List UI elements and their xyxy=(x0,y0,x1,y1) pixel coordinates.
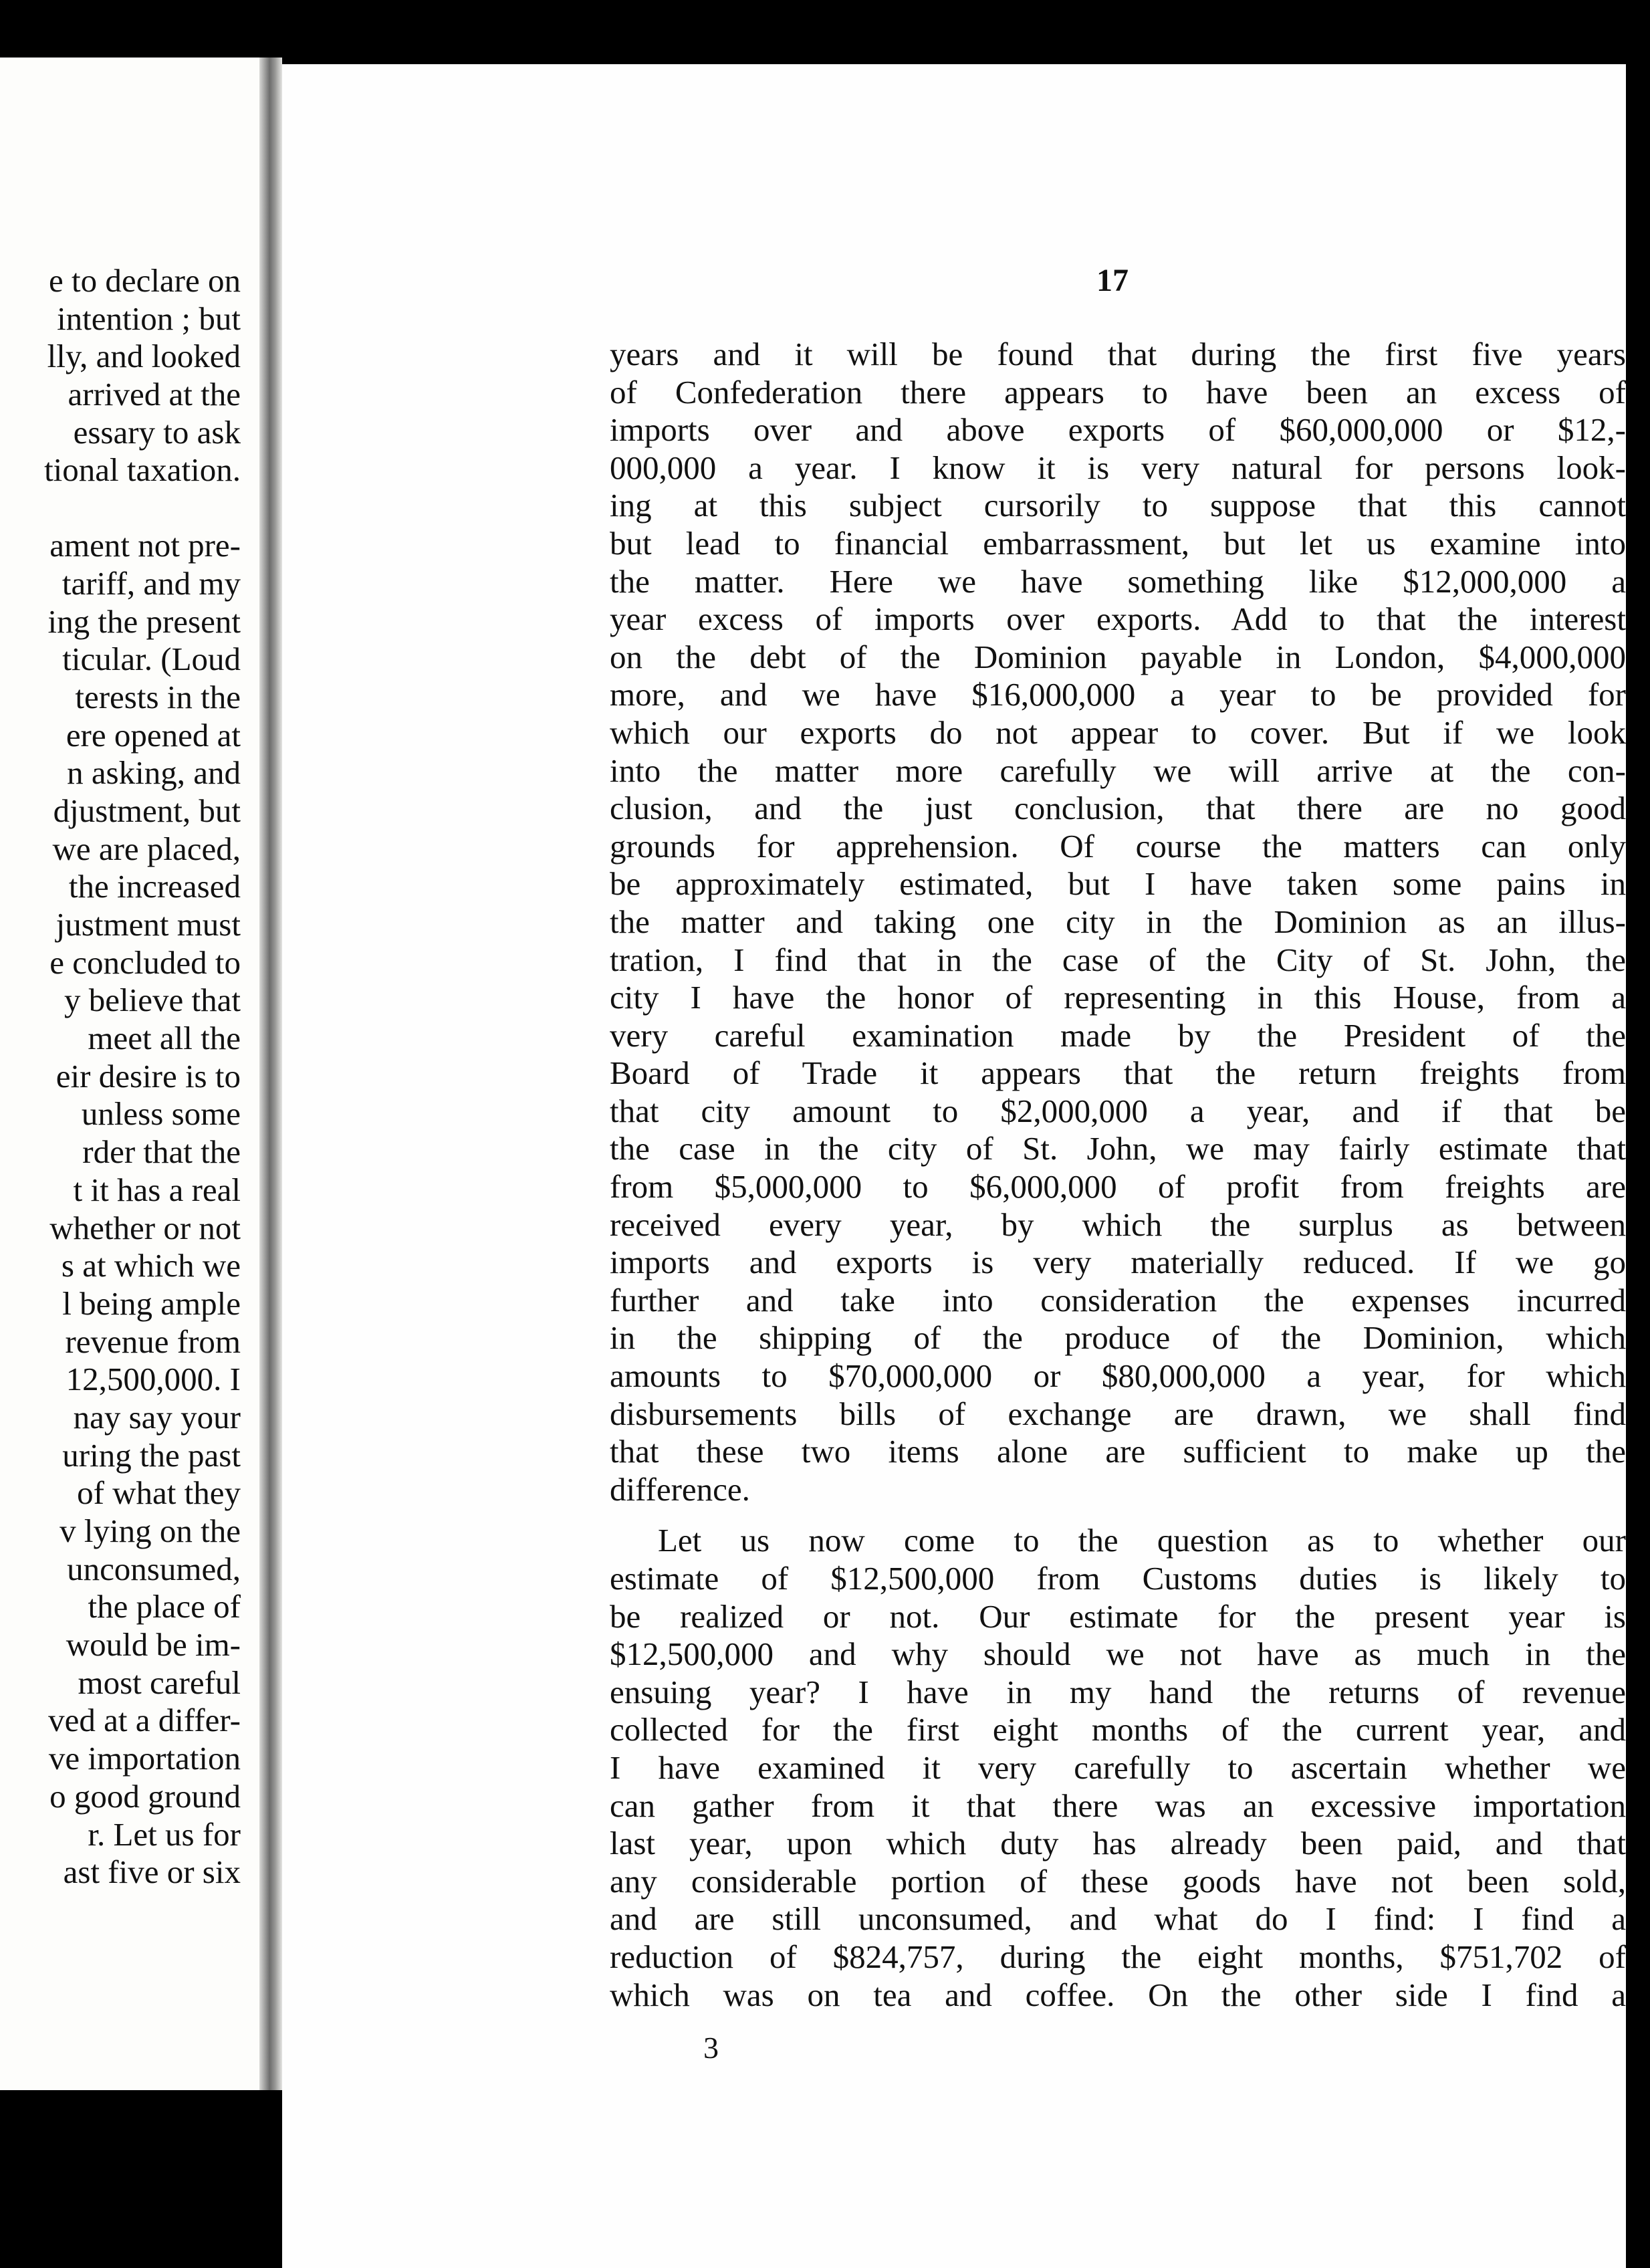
text-line: $12,500,000 and why should we not have as much in the xyxy=(610,1635,1626,1673)
text-line: city I have the honor of representing in this House, from a xyxy=(610,979,1626,1016)
text-line: years and it will be found that during the first five years xyxy=(610,336,1626,372)
text-line: the place of xyxy=(88,1588,241,1625)
text-line: further and take into consideration the expenses incurred xyxy=(610,1281,1626,1319)
signature-mark: 3 xyxy=(703,2031,719,2065)
text-line: s at which we xyxy=(61,1247,241,1284)
text-line: justment must xyxy=(55,906,241,943)
text-line: year excess of imports over exports. Add to that the interest xyxy=(610,600,1626,638)
text-line: ament not pre- xyxy=(49,527,241,564)
paragraph xyxy=(610,1522,1626,2014)
text-line: n asking, and xyxy=(67,754,241,792)
text-line: be approximately estimated, but I have taken some pains in xyxy=(610,865,1626,903)
text-line: revenue from xyxy=(65,1323,241,1360)
text-line: that these two items alone are sufficient to make up the xyxy=(610,1433,1626,1470)
text-line: ast five or six xyxy=(63,1853,241,1891)
text-line: meet all the xyxy=(88,1020,241,1057)
text-line: of what they xyxy=(77,1474,241,1512)
text-line: the increased xyxy=(68,868,241,905)
text-line: most careful xyxy=(78,1664,241,1701)
text-line: Board of Trade it appears that the return freights from xyxy=(610,1054,1626,1092)
text-line: disbursements bills of exchange are drawn, we shall find xyxy=(610,1395,1626,1432)
facing-page-left xyxy=(0,58,267,2090)
text-line: but lead to financial embarrassment, but let us examine into xyxy=(610,524,1626,562)
text-line: from $5,000,000 to $6,000,000 of profit from freights are xyxy=(610,1168,1626,1206)
text-line: t it has a real xyxy=(73,1171,241,1208)
text-line: can gather from it that there was an excessive importation xyxy=(610,1787,1626,1824)
text-line: and are still unconsumed, and what do I find: I find a xyxy=(610,1900,1626,1938)
text-line: be realized or not. Our estimate for the present year is xyxy=(610,1597,1626,1635)
text-line: tration, I find that in the case of the City of St. John, the xyxy=(610,941,1626,978)
text-line: last year, upon which duty has already been paid, and that xyxy=(610,1825,1626,1862)
paragraph-gap xyxy=(610,1508,1626,1522)
text-line: amounts to $70,000,000 or $80,000,000 a year, for which xyxy=(610,1357,1626,1395)
facing-page-lines-bottom xyxy=(44,527,241,1892)
text-line: eir desire is to xyxy=(55,1057,241,1095)
text-line: we are placed, xyxy=(52,830,241,867)
text-line: intention ; but xyxy=(57,300,241,337)
text-line: into the matter more carefully we will arrive at the con- xyxy=(610,752,1626,789)
text-line: collected for the first eight months of the current year, and xyxy=(610,1711,1626,1748)
text-line: the matter. Here we have something like $12,000,000 a xyxy=(610,562,1626,600)
text-line: the case in the city of St. John, we may fairly estimate that xyxy=(610,1130,1626,1167)
text-line: Let us now come to the question as to whether our xyxy=(658,1522,1626,1559)
text-line: that city amount to $2,000,000 a year, and if that be xyxy=(610,1092,1626,1129)
text-line: nay say your xyxy=(73,1398,241,1436)
facing-page-gap xyxy=(44,489,241,527)
book-gutter xyxy=(259,58,282,2090)
page-number: 17 xyxy=(1096,263,1129,298)
text-line: any considerable portion of these goods have not been sold, xyxy=(610,1862,1626,1900)
text-line: unless some xyxy=(81,1095,241,1133)
text-line: of Confederation there appears to have been an excess of xyxy=(610,373,1626,411)
text-line: essary to ask xyxy=(73,413,241,451)
text-line: grounds for apprehension. Of course the matters can only xyxy=(610,827,1626,865)
text-line: which was on tea and coffee. On the other side I find a xyxy=(610,1976,1626,2013)
text-line: difference. xyxy=(610,1470,750,1508)
text-line: estimate of $12,500,000 from Customs duties is likely to xyxy=(610,1560,1626,1597)
text-line: in the shipping of the produce of the Dominion, which xyxy=(610,1319,1626,1357)
text-line: ere opened at xyxy=(66,716,241,754)
text-line: clusion, and the just conclusion, that there are no good xyxy=(610,790,1626,827)
body-text xyxy=(610,336,1626,2014)
paragraph xyxy=(610,336,1626,1508)
facing-page-text xyxy=(44,262,241,1892)
text-line: ticular. (Loud xyxy=(62,641,241,678)
text-line: received every year, by which the surplus as between xyxy=(610,1206,1626,1243)
text-line: imports over and above exports of $60,000,000 or $12,- xyxy=(610,411,1626,449)
text-line: djustment, but xyxy=(53,792,241,829)
text-line: whether or not xyxy=(49,1209,241,1246)
page-right xyxy=(282,64,1626,2268)
text-line: y believe that xyxy=(64,982,241,1019)
text-line: ing the present xyxy=(47,602,241,640)
text-line: l being ample xyxy=(62,1284,241,1322)
text-line: imports and exports is very materially reduced. If we go xyxy=(610,1244,1626,1281)
text-line: very careful examination made by the President of the xyxy=(610,1016,1626,1054)
text-line: uring the past xyxy=(62,1436,241,1474)
text-line: terests in the xyxy=(75,678,241,715)
text-line: 12,500,000. I xyxy=(66,1361,241,1398)
text-line: lly, and looked xyxy=(47,338,241,375)
text-line: the matter and taking one city in the Dominion as an illus- xyxy=(610,903,1626,940)
text-line: 000,000 a year. I know it is very natural for persons look- xyxy=(610,449,1626,486)
text-line: ing at this subject cursorily to suppose that this cannot xyxy=(610,487,1626,524)
text-line: which our exports do not appear to cover. But if we look xyxy=(610,713,1626,751)
text-line: ensuing year? I have in my hand the returns of revenue xyxy=(610,1673,1626,1710)
text-line: reduction of $824,757, during the eight months, $751,702 of xyxy=(610,1938,1626,1975)
facing-page-lines-top xyxy=(44,262,241,489)
text-line: tariff, and my xyxy=(62,564,241,602)
text-line: would be im- xyxy=(66,1626,241,1664)
text-line: o good ground xyxy=(49,1777,241,1815)
text-line: more, and we have $16,000,000 a year to be provided for xyxy=(610,676,1626,713)
text-line: ved at a differ- xyxy=(48,1702,241,1739)
text-line: unconsumed, xyxy=(67,1550,241,1587)
text-line: r. Let us for xyxy=(88,1815,241,1853)
text-line: I have examined it very carefully to ascertain whether we xyxy=(610,1748,1626,1786)
text-line: tional taxation. xyxy=(44,451,241,489)
text-line: rder that the xyxy=(82,1133,241,1171)
text-line: e to declare on xyxy=(48,262,241,299)
text-line: ve importation xyxy=(48,1740,241,1777)
text-line: e concluded to xyxy=(49,943,241,981)
text-line: v lying on the xyxy=(60,1512,241,1549)
text-line: arrived at the xyxy=(68,376,241,413)
text-line: on the debt of the Dominion payable in London, $4,000,000 xyxy=(610,638,1626,675)
